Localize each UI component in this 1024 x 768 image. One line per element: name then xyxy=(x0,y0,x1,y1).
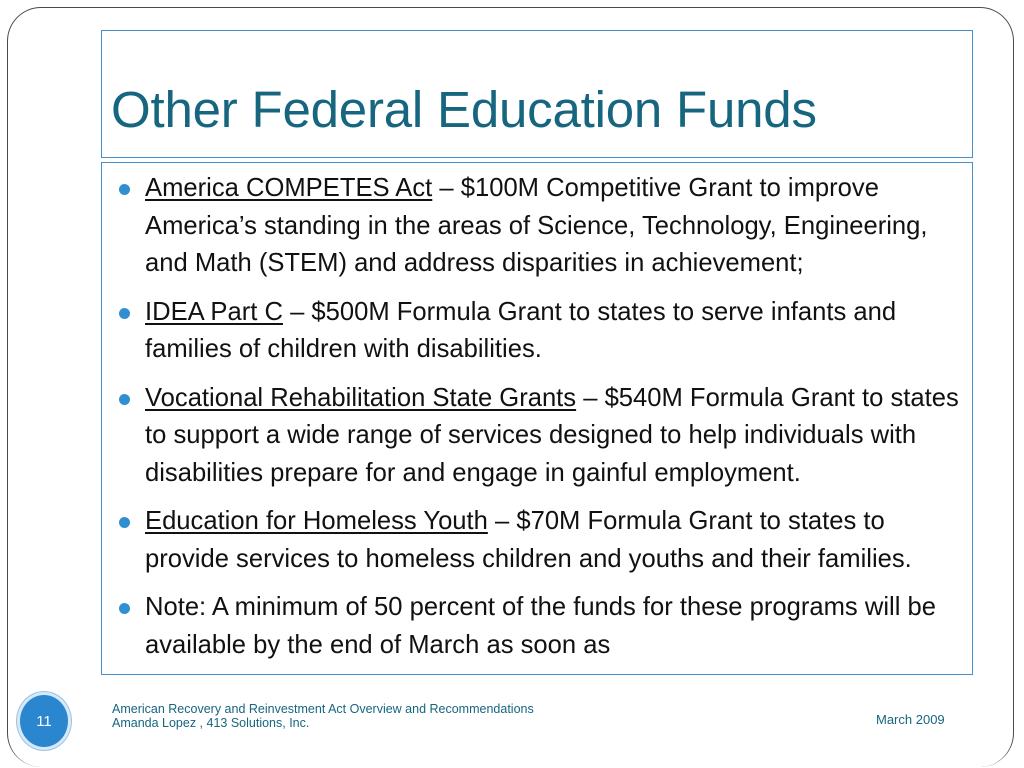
footer-line-title: American Recovery and Reinvestment Act Overview and Recommendations xyxy=(112,702,534,716)
bullet-dot-icon xyxy=(119,184,130,195)
bullet-text: Note: A minimum of 50 percent of the funds for these programs will be available by the end of March as soon as xyxy=(145,593,936,659)
bullet-text: – $100M Competitive Grant to improve America’s standing in the areas of Science, Technology, Engineering, and Math (STEM) and address disparities in achievement; xyxy=(145,174,928,277)
bullet-term: Education for Homeless Youth xyxy=(145,507,488,535)
footer-date: March 2009 xyxy=(876,712,945,727)
bullet-term: Vocational Rehabilitation State Grants xyxy=(145,383,577,412)
footer-caption xyxy=(112,702,534,730)
footer-line-author: Amanda Lopez , 413 Solutions, Inc. xyxy=(112,716,310,730)
bullet-text: – $500M Formula Grant to states to serve infants and families of children with disabilities. xyxy=(145,297,897,363)
slide-title: Other Federal Education Funds xyxy=(111,81,817,138)
bullet-item xyxy=(118,294,963,369)
bullet-term: America COMPETES Act xyxy=(145,174,433,202)
bullet-dot-icon xyxy=(119,308,130,319)
bullet-text: – $540M Formula Grant to states to support a wide range of services designed to help individuals with disabilities prepare for and engage in gainful employment. xyxy=(145,383,959,487)
page-number: 11 xyxy=(36,712,52,730)
page-number-badge xyxy=(20,695,68,747)
bullet-dot-icon xyxy=(119,603,130,614)
bullet-dot-icon xyxy=(119,394,130,405)
bullet-item xyxy=(118,503,963,578)
bullet-term: IDEA Part C xyxy=(145,297,283,326)
bullet-list xyxy=(118,170,963,675)
bullet-item xyxy=(118,380,963,493)
title-divider xyxy=(101,157,973,158)
bullet-item xyxy=(118,170,963,283)
bullet-dot-icon xyxy=(119,517,130,528)
bullet-text: – $70M Formula Grant to states to provide services to homeless children and youths and their families. xyxy=(145,507,912,573)
bullet-item xyxy=(118,589,963,664)
